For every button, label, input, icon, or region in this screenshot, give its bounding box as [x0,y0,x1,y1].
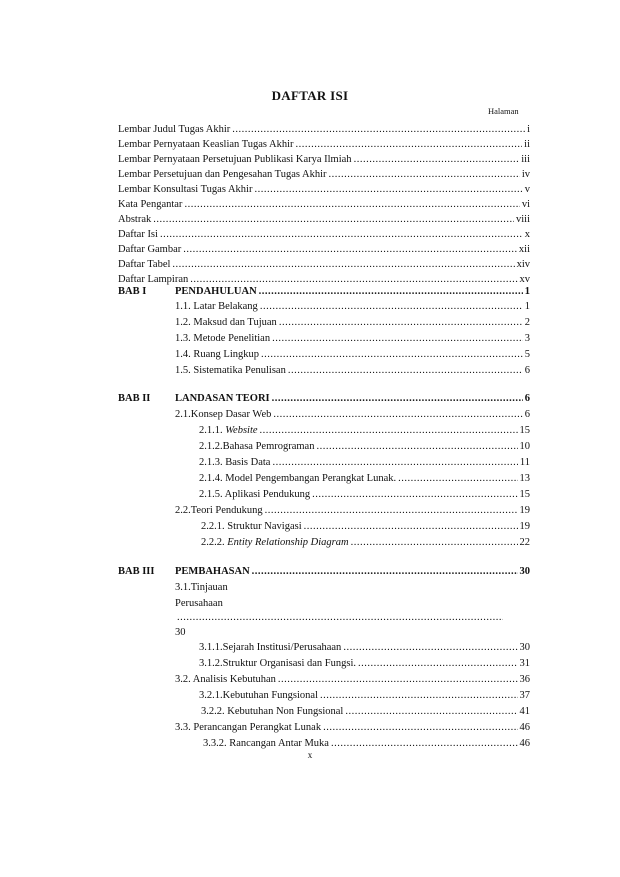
tinjauan-page: 30 [175,627,186,638]
toc-entry: 1.4. Ruang Lingkup ..... 5 [175,349,530,363]
dot-leader [175,612,505,626]
bab-number: BAB I [118,286,147,297]
toc-entry: 2.2.1. Struktur Navigasi ..... 19 [201,521,530,535]
toc-entry: Daftar Tabel ..... xiv [118,259,530,273]
bab-number: BAB III [118,566,155,577]
toc-entry: 2.1.3. Basis Data ..... 11 [199,457,530,471]
bab-heading: LANDASAN TEORI ..... 6 [175,393,530,407]
toc-entry: 1.3. Metode Penelitian ..... 3 [175,333,530,347]
toc-entry: 2.2.2. Entity Relationship Diagram ..... 22 [201,537,530,551]
toc-entry: 3.2. Analisis Kebutuhan ..... 36 [175,674,530,688]
tinjauan-line-1: 3.1.Tinjauan [175,582,228,593]
toc-entry: 1.1. Latar Belakang ..... 1 [175,301,530,315]
toc-entry: Daftar Isi ..... x [118,229,530,243]
toc-entry: 1.2. Maksud dan Tujuan ..... 2 [175,317,530,331]
bab-heading: PEMBAHASAN ..... 30 [175,566,530,580]
toc-entry: Lembar Persetujuan dan Pengesahan Tugas Akhir ..... iv [118,169,530,183]
toc-entry: Lembar Pernyataan Keaslian Tugas Akhir ..... ii [118,139,530,153]
toc-entry: 2.1.1. Website ..... 15 [199,425,530,439]
toc-entry: 1.5. Sistematika Penulisan ..... 6 [175,365,530,379]
toc-entry: Lembar Pernyataan Persetujuan Publikasi Karya Ilmiah ..... iii [118,154,530,168]
toc-entry: Abstrak ..... viii [118,214,530,228]
bab-number: BAB II [118,393,151,404]
toc-entry: Daftar Lampiran ..... xv [118,274,530,288]
bab-heading: PENDAHULUAN ..... 1 [175,286,530,300]
toc-entry: 3.1.1.Sejarah Institusi/Perusahaan ..... 30 [199,642,530,656]
page-number-footer: x [307,750,313,760]
tinjauan-line-2: Perusahaan [175,598,223,609]
toc-entry: Kata Pengantar ..... vi [118,199,530,213]
toc-entry: 2.1.2.Bahasa Pemrograman ..... 10 [199,441,530,455]
toc-entry: 3.3. Perancangan Perangkat Lunak ..... 46 [175,722,530,736]
toc-entry: 2.1.5. Aplikasi Pendukung ..... 15 [199,489,530,503]
toc-entry: 2.1.Konsep Dasar Web ..... 6 [175,409,530,423]
toc-entry: 2.2.Teori Pendukung ..... 19 [175,505,530,519]
toc-entry: 3.2.1.Kebutuhan Fungsional ..... 37 [199,690,530,704]
toc-entry: 2.1.4. Model Pengembangan Perangkat Lunak. ..... 13 [199,473,530,487]
toc-entry: Lembar Konsultasi Tugas Akhir ..... v [118,184,530,198]
toc-entry: 3.3.2. Rancangan Antar Muka ..... 46 [203,738,530,752]
toc-entry: Daftar Gambar ..... xii [118,244,530,258]
toc-entry: Lembar Judul Tugas Akhir ..... i [118,124,530,138]
page-title: DAFTAR ISI [271,88,349,103]
toc-entry: 3.2.2. Kebutuhan Non Fungsional ..... 41 [201,706,530,720]
halaman-label: Halaman [488,106,519,116]
toc-entry: 3.1.2.Struktur Organisasi dan Fungsi. ..... 31 [199,658,530,672]
